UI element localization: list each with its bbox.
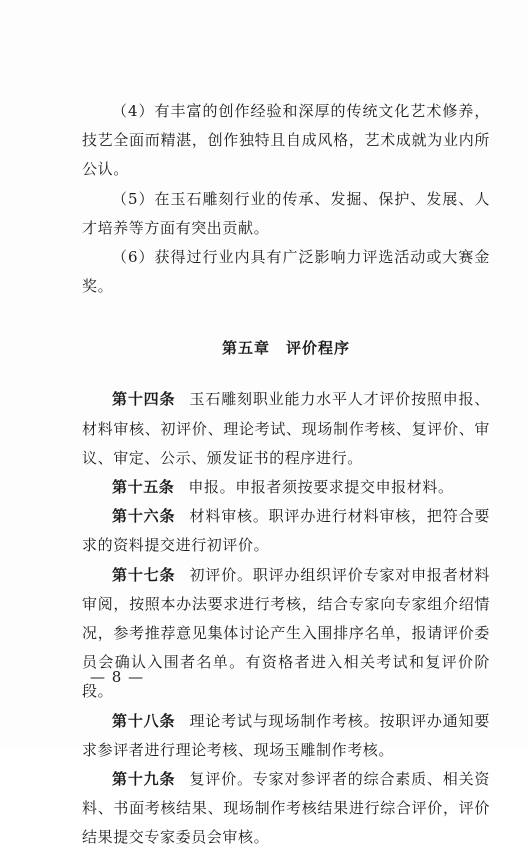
article-text: 复评价。专家对参评者的综合素质、相关资料、书面考核结果、现场制作考核结果进行综合评价，评价结果提交专家委员会审核。 bbox=[82, 770, 490, 847]
article-label: 第十五条 bbox=[112, 478, 175, 497]
article-text: 理论考试与现场制作考核。按职评办通知要求参评者进行理论考核、现场玉雕制作考核。 bbox=[82, 711, 490, 759]
article-text: 初评价。职评办组织评价专家对申报者材料审阅，按照本办法要求进行考核，结合专家向专家组介绍情况，参考推荐意见集体讨论产生入围排序名单，报请评价委员会确认入围者名单。有资格者进入相关考试和复评价阶段。 bbox=[82, 565, 490, 701]
article-text: 玉石雕刻职业能力水平人才评价按照申报、材料审核、初评价、理论考试、现场制作考核、复评价、审议、审定、公示、颁发证书的程序进行。 bbox=[82, 390, 490, 467]
article-16 bbox=[82, 502, 490, 560]
article-text: 申报。申报者须按要求提交申报材料。 bbox=[188, 478, 454, 497]
chapter-number: 第五章 bbox=[221, 339, 270, 358]
article-label: 第十六条 bbox=[112, 507, 176, 526]
article-14 bbox=[82, 385, 490, 473]
article-label: 第十八条 bbox=[112, 711, 176, 730]
criterion-paragraph-6: （6）获得过行业内具有广泛影响力评选活动或大赛金奖。 bbox=[82, 248, 490, 296]
article-18 bbox=[82, 707, 490, 765]
article-label: 第十九条 bbox=[112, 770, 176, 789]
criterion-paragraph-4: （4）有丰富的创作经验和深厚的传统文化艺术修养，技艺全面而精湛，创作独特且自成风格，艺术成就为业内所公认。 bbox=[82, 102, 490, 179]
chapter-title: 评价程序 bbox=[286, 339, 351, 358]
article-text: 材料审核。职评办进行材料审核，把符合要求的资料提交进行初评价。 bbox=[82, 507, 490, 555]
page-number: — 8 — bbox=[90, 668, 145, 686]
chapter-heading bbox=[82, 337, 490, 359]
article-label: 第十四条 bbox=[112, 390, 176, 409]
article-15 bbox=[82, 473, 490, 502]
article-label: 第十七条 bbox=[112, 565, 176, 584]
page-content bbox=[82, 97, 490, 853]
article-19 bbox=[82, 765, 490, 853]
criterion-paragraph-5: （5）在玉石雕刻行业的传承、发掘、保护、发展、人才培养等方面有突出贡献。 bbox=[82, 189, 490, 237]
